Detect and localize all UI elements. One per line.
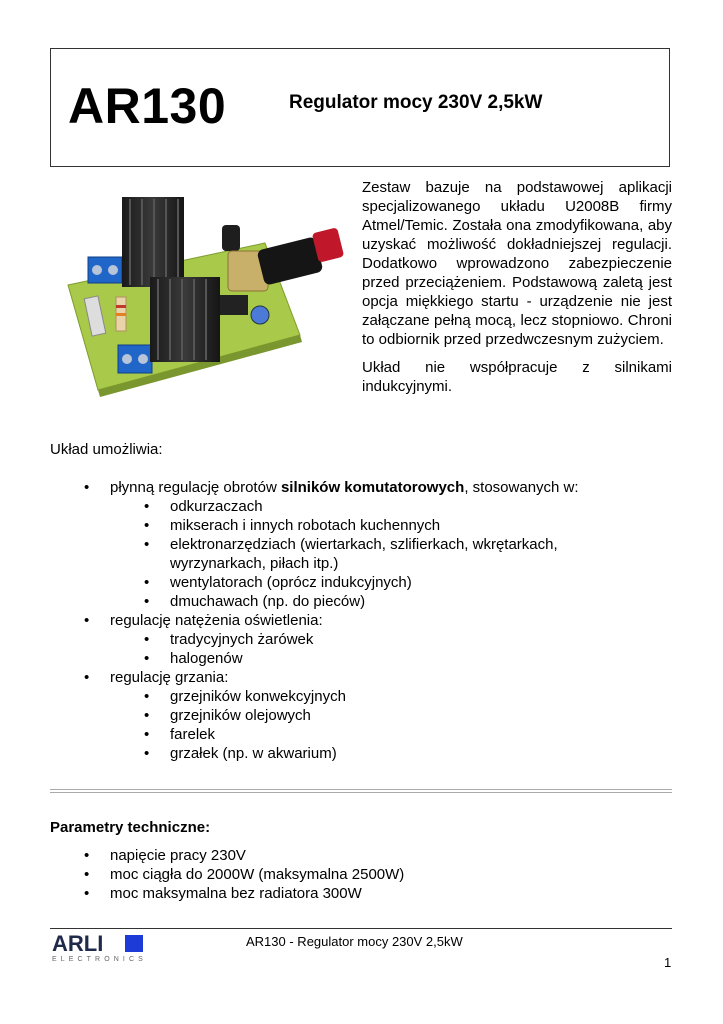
list-item: • grzałek (np. w akwarium) xyxy=(144,745,337,762)
motors-bold-text: silników komutatorowych xyxy=(280,479,465,496)
features-heading: Układ umożliwia: xyxy=(50,441,163,458)
product-subtitle: Regulator mocy 230V 2,5kW xyxy=(289,92,543,113)
logo-square-icon xyxy=(125,935,143,952)
list-item: • regulację natężenia oświetlenia: xyxy=(84,612,323,629)
product-code: AR130 xyxy=(68,78,227,134)
page-number: 1 xyxy=(664,955,672,970)
list-item: • tradycyjnych żarówek xyxy=(144,631,314,648)
divider xyxy=(50,789,672,790)
logo-subtitle: ELECTRONICS xyxy=(52,956,147,963)
logo-wordmark: ARLI xyxy=(52,931,104,956)
list-item: • dmuchawach (np. do pieców) xyxy=(144,593,366,610)
list-item: • halogenów xyxy=(144,650,243,667)
intro-paragraph-1: Zestaw bazuje na podstawowej aplikacji specjalizowanego układu U2008B firmy Atmel/Temic. Została ona zmodyfikowana, aby uzyskać możliwość dokładniejszej regulacji. Dodatkowo wprowadzono zabezpieczenie przed przeciążeniem. Podstawową zaletą jest opcja miękkiego startu - urządzenie nie jest załączane pełną mocą, lecz stopniowo. Chroni to odbiornik przed przedwczesnym zużyciem. xyxy=(362,179,672,348)
list-item: • regulację grzania: xyxy=(84,669,229,686)
footer-title: AR130 - Regulator mocy 230V 2,5kW xyxy=(246,934,463,949)
features-list xyxy=(50,478,579,763)
list-item: • grzejników olejowych xyxy=(144,707,311,724)
intro-text xyxy=(362,178,672,405)
list-item: • farelek xyxy=(144,726,216,743)
intro-paragraph-2: Układ nie współpracuje z silnikami indukcyjnymi. xyxy=(362,359,672,395)
arli-logo xyxy=(52,933,152,967)
list-item: • elektronarzędziach (wiertarkach, szlifierkach, wkrętarkach, xyxy=(144,536,558,553)
list-item: • grzejników konwekcyjnych xyxy=(144,688,346,705)
footer-divider xyxy=(50,928,672,929)
params-list xyxy=(50,846,404,903)
list-item: • wentylatorach (oprócz indukcyjnych) xyxy=(144,574,412,591)
list-item: • mikserach i innych robotach kuchennych xyxy=(144,517,441,534)
list-item: • moc ciągła do 2000W (maksymalna 2500W) xyxy=(84,866,405,883)
list-item: • moc maksymalna bez radiatora 300W xyxy=(84,885,362,902)
pcb-module-photo xyxy=(60,185,355,400)
divider xyxy=(50,792,672,793)
params-heading: Parametry techniczne: xyxy=(50,819,211,836)
list-item: • odkurzaczach xyxy=(144,498,263,515)
list-item-continuation: wyrzynarkach, piłach itp.) xyxy=(170,555,339,572)
list-item: • napięcie pracy 230V xyxy=(84,847,246,864)
list-item: • płynną regulację obrotów silników komutatorowych, stosowanych w: xyxy=(84,479,579,496)
